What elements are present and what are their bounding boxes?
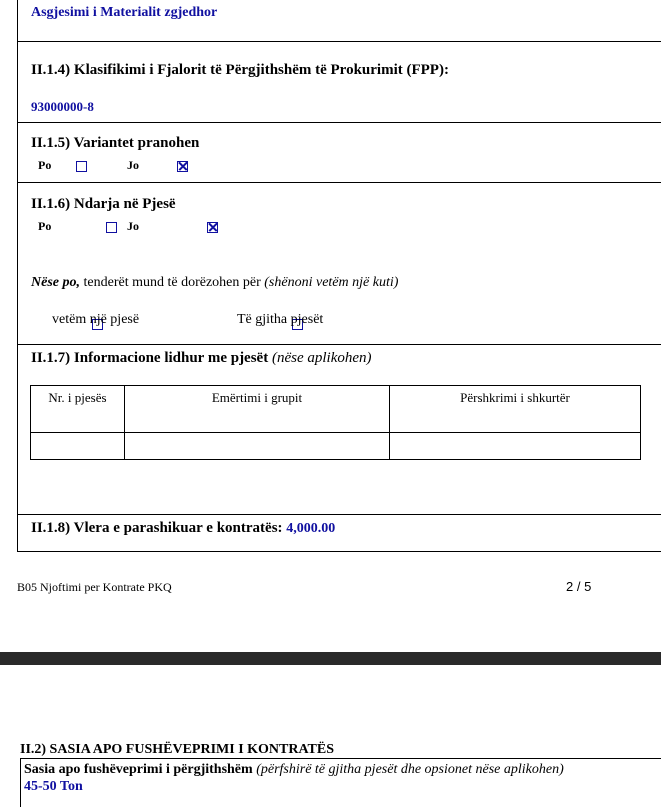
divider — [17, 182, 661, 183]
variants-label: II.1.5) Variantet pranohen — [31, 135, 200, 151]
section2-heading — [24, 762, 564, 778]
lots-no-checkbox[interactable] — [207, 222, 218, 233]
parts-info-paren: (nëse aplikohen) — [271, 350, 372, 366]
variants-yes-checkbox[interactable] — [76, 161, 87, 172]
parts-info-label: II.1.7) Informacione lidhur me pjesët — [31, 350, 269, 366]
lots-note-paren: (shënoni vetëm një kuti) — [264, 275, 399, 290]
table-row — [31, 433, 641, 460]
divider — [17, 514, 661, 515]
divider — [17, 122, 661, 123]
variants-yes-label: Po — [38, 158, 52, 172]
contract-title-value: Asgjesimi i Materialit zgjedhor — [31, 5, 218, 20]
lots-all-label: Të gjitha pjesët — [237, 312, 324, 327]
divider — [17, 41, 661, 42]
contract-value-row — [31, 520, 335, 537]
cell-part-number[interactable] — [31, 433, 125, 460]
parts-info-heading — [31, 350, 372, 367]
lots-yes-label: Po — [38, 219, 52, 233]
page-separator — [0, 652, 661, 665]
table-row — [31, 386, 641, 433]
lots-note-text: tenderët mund të dorëzohen për — [80, 275, 265, 290]
divider — [17, 344, 661, 345]
fpp-code: 93000000-8 — [31, 99, 94, 114]
footer-page-number: 2 / 5 — [566, 579, 592, 594]
section2-label: Sasia apo fushëveprimi i përgjithshëm — [24, 762, 253, 777]
cell-group-name[interactable] — [125, 433, 390, 460]
section2-paren: (përfshirë të gjitha pjesët dhe opsionet nëse aplikohen) — [256, 762, 564, 777]
cell-short-description[interactable] — [390, 433, 641, 460]
col-part-number: Nr. i pjesës — [31, 386, 125, 433]
lots-label: II.1.6) Ndarja në Pjesë — [31, 196, 176, 212]
lots-one-label: vetëm një pjesë — [52, 312, 140, 327]
col-group-name: Emërtimi i grupit — [125, 386, 390, 433]
lots-note-emphasis: Nëse po, — [31, 275, 80, 290]
section2-value: 45-50 Ton — [24, 779, 83, 794]
contract-value-label: II.1.8) Vlera e parashikuar e kontratës: — [31, 520, 283, 536]
lots-yes-checkbox[interactable] — [106, 222, 117, 233]
footer-doc-name: B05 Njoftimi per Kontrate PKQ — [17, 580, 172, 594]
fpp-label: II.1.4) Klasifikimi i Fjalorit të Përgjithshëm të Prokurimit (FPP): — [31, 62, 449, 78]
section2-title: II.2) SASIA APO FUSHËVEPRIMI I KONTRATËS — [20, 742, 335, 757]
parts-table — [30, 385, 641, 460]
variants-no-label: Jo — [127, 158, 139, 172]
col-short-description: Përshkrimi i shkurtër — [390, 386, 641, 433]
lots-note — [31, 275, 398, 291]
lots-no-label: Jo — [127, 219, 139, 233]
variants-no-checkbox[interactable] — [177, 161, 188, 172]
contract-value-amount: 4,000.00 — [286, 521, 336, 536]
